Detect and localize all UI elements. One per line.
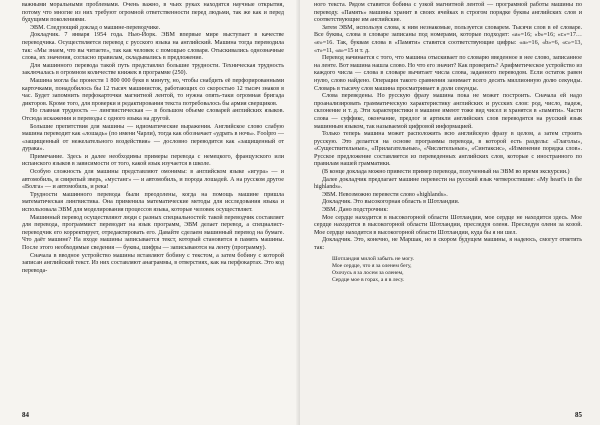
paragraph: Сначала в вводное устройство машины вставляют бобину с текстом, а затем бобину с которой записан английский текст. Из них составляют анаграммы, в отверстиях, как на перфокартах. Это код перевода- bbox=[22, 252, 284, 274]
paragraph: Большие препятствия для машины — идиоматические выражения. Английское слово слабую машина переводит как «лошадь» (по имени Чарли), тогда как обозначает «удрать в ночь». Foolpro — «защищенный от нежелательного воздействия» — дословно переводится как «защищенный от дурака». bbox=[22, 123, 284, 153]
paragraph: ЭВМ. Невозможно перевести слово «highlands». bbox=[322, 191, 448, 198]
left-column bbox=[22, 2, 284, 275]
paragraph: Особую сложность для машины представляют омонимы: в английском языке «игура» — и автомобиль, и свирепый зверь, «мустанг» — и автомобиль, и порода лошадей. А на русском другое «Волга» — и автомобиль, и река! bbox=[22, 169, 284, 191]
paragraph: Но главная трудность — лингвистическая — в большом объеме словарей английских языков. Отсюда искажения и переводы с одного языка на другой. bbox=[22, 108, 284, 122]
paragraph: (В конце доклада можно привести пример перевода, полученный на ЭВМ во время экскурсии.) bbox=[322, 169, 570, 176]
paragraph: Докладчик. Это, конечно, не Маршак, но в скором будущем машины, я надеюсь, смогут ответить так: bbox=[314, 237, 582, 251]
paragraph: Мое сердце находится в высокогорной области Шотландии, мое сердце не находится здесь. Мое сердце находится в высокогорной области Шотландии, преследуя оленя. Преследуя оленя за козой. Мое сердце находится в высокогорной области Шотландии, куда бы я ни шел. bbox=[314, 214, 582, 236]
right-column bbox=[314, 2, 582, 287]
poem-line: Мое сердце, что я за оленем бегу, bbox=[332, 262, 412, 269]
paragraph: ЭВМ. Дано подстрочник: bbox=[322, 207, 389, 214]
paragraph: Далее докладчик предлагает машине перевести на русский язык четверостишие: «My heart's in the highlands». bbox=[314, 176, 582, 191]
paragraph: ного текста. Рядом ставится бобина с узкой магнитной лентой — программой работы машины по переводу. «Память» машины хранит в своих ячейках в строгом порядке буквы английских слов и соответствующие им английские. bbox=[314, 2, 582, 24]
paragraph: Машинный перевод осуществляют люди с разных специальностей: такой переводчик составляет для перевода, программист переводит на язык программ, ЭВМ делает перевод, а специалист-переводчик его корректирует, отредактировать его. Давайте сделаем машинный перевод на бумаге. Что даёт машине? На входе машины записывается текст, который становится в память машины. После этого необходимые сведения — буквы, шифры — записываются на ленту (программу). bbox=[22, 214, 284, 251]
page-number: 85 bbox=[575, 411, 582, 419]
paragraph: Машина могла бы пронести 1 800 000 букв в минуту, но, чтобы снабдить её перфорированными карточками, понадобилось бы 12 тысяч машинисток, работающих со скоростью 12 тысяч знаков в час. Будет запомнить перфокарточки магнитной лентой, то нужна опять-таки огромная бригада дикторов. Кроме того, для проверки и редактирования текста потребовалось бы армия сверщиков. bbox=[22, 77, 284, 107]
paragraph: Для машинного перевода такой путь представлял большие трудности. Техническая трудность заключалась в огромном количестве книжек в программе (250). bbox=[22, 62, 284, 77]
paragraph: Только теперь машина может расположить всю английскую фразу в целом, а затем строить русскую. Это делается на основе программы перевода, в которой есть разделы: «Глаголы», «Существительные», «Прилагательные», «Числительные», «Синтаксис», «Изменение порядка слов». Русское предложение составляется из переведенных английских слов, которые с иностранного по правилам нашей грамматики. bbox=[314, 131, 582, 168]
paragraph: Затем ЭВМ, используя слова, к ним незнакомые, пользуется словарем. Тысячи слов в её словаре. Все буквы, слова в словаре записаны под номерами, которые подходят: «а»=16; «b»=16; «c»=17… «e»=16. Так, буквам слова в «Памяти» ставятся соответствующие цифры: «а»=16, «b»=6, «с»=13, «т»=11, «а»=15 и т. д. bbox=[314, 24, 582, 54]
poem-line: Сердце мое в горах, а я в лесу. bbox=[332, 276, 405, 283]
paragraph: важными моральными проблемами. Очень важно, в чьих руках находятся научные открытия, потому что многие из них требуют огромной ответственности перед людьми, так же как и перед будущими поколениями. bbox=[22, 2, 284, 24]
right-page bbox=[300, 0, 600, 425]
paragraph: ЭВМ. Следующий доклад о машине-переводчике. bbox=[30, 24, 161, 31]
paragraph: Докладчик. 7 января 1954 года. Нью-Йорк. ЭВМ впервые мире выступает в качестве переводчика. Осуществляется перевод с русского языка на английский. Машина тогда переводила так: «Мы знаем, что вы читаете», так как человек с помощью словаря. Отыскивались однозначные слова, их значения, согласно правилам, складывались в предложение. bbox=[22, 32, 284, 62]
page-number: 84 bbox=[22, 411, 29, 419]
poem-block bbox=[332, 256, 582, 284]
poem-line: Шотландия милой забыть не могу. bbox=[332, 255, 415, 262]
poem-line: Охочусь я за лосем за оленем, bbox=[332, 269, 404, 276]
paragraph: Трудности машинного перевода были преодолены, когда на помощь машине пришла математическая лингвистика. Она применила математические методы для исследования языка и использовала ЭВМ для моделирования процессов языка, которые человек осуществляет. bbox=[22, 191, 284, 214]
paragraph: Докладчик. Это высокогорная область в Шотландии. bbox=[322, 199, 460, 206]
paragraph: Перевод начинается с того, что машина отыскивает по словарю введенное в нее слово, записанное на ленте. Вот машина нашла слово. Но что его значит? Как проверить? Арифметическое устройство из каждого числа — слова в словаре вычитает числа слова, заданного переводом. Если остаток равен нулю, слово найдено. Операция такого сравнения занимает всего десять миллионную долю секунды. Словарь в тысячу слов машина просматривает в доли секунды. bbox=[314, 55, 583, 92]
note-paragraph: Примечание. Здесь и далее необходимы примеры перевода с немецкого, французского или испанского языков в зависимости от того, какой язык изучается в школе. bbox=[22, 153, 284, 168]
paragraph: Слова переведены. Но русскую фразу машина пока не может построить. Сначала ей надо проанализировать грамматическую характеристику английских и русских слов: род, число, падеж, склонение и т. д. Эти характеристики в машине имеют тоже вид чисел и хранятся в «памяти». Части слова — суффикс, окончание, предлог и артикли английских слов переводятся на русский язык машинным языком, так называемой цифровой информацией. bbox=[314, 93, 582, 130]
